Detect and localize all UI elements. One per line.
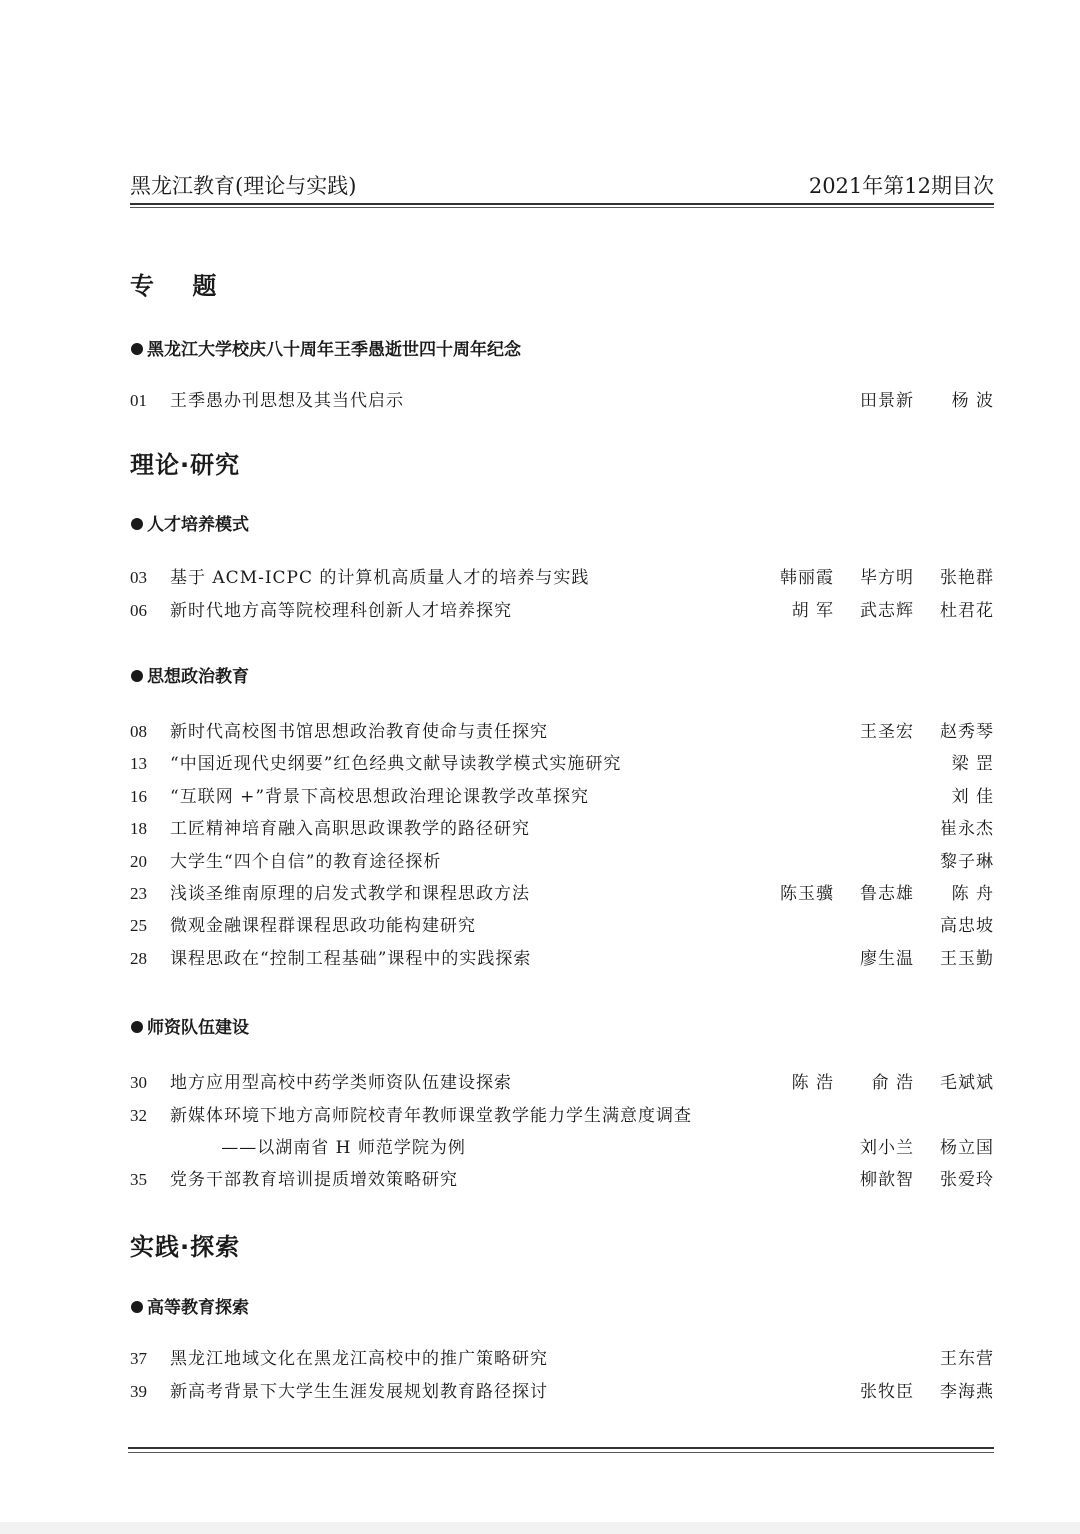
- author: 李海燕: [940, 1382, 994, 1402]
- toc-entry[interactable]: [130, 564, 994, 592]
- toc-entry[interactable]: [130, 1345, 994, 1373]
- author: 陈玉骥: [780, 884, 834, 904]
- article-title: 党务干部教育培训提质增效策略研究: [170, 1170, 458, 1190]
- author: 陈 浩: [791, 1073, 834, 1093]
- article-title: 新时代高校图书馆思想政治教育使命与责任探究: [170, 722, 548, 742]
- author: 张牧臣: [860, 1382, 914, 1402]
- author: 高忠坡: [940, 916, 994, 936]
- bullet-icon: [131, 518, 143, 530]
- author: 俞 浩: [871, 1073, 914, 1093]
- page-edge: [0, 1522, 1080, 1534]
- bullet-icon: [131, 1021, 143, 1033]
- author: 赵秀琴: [940, 722, 994, 742]
- page-number: 32: [130, 1106, 147, 1125]
- toc-entry[interactable]: [130, 750, 994, 778]
- toc-entry[interactable]: [130, 912, 994, 940]
- toc-entry[interactable]: [130, 597, 994, 625]
- toc-entry[interactable]: [130, 1102, 994, 1130]
- author: 王圣宏: [860, 722, 914, 742]
- subsection-heading: [131, 1013, 249, 1038]
- author: 杜君花: [940, 601, 994, 621]
- subsection-title: 高等教育探索: [147, 1298, 249, 1318]
- author: 王东营: [940, 1349, 994, 1369]
- footer-rule-thin: [128, 1452, 994, 1453]
- bullet-icon: [131, 1301, 143, 1313]
- subsection-title: 师资队伍建设: [147, 1018, 249, 1038]
- header-rule-thin: [130, 207, 994, 208]
- toc-entry[interactable]: [130, 1378, 994, 1406]
- author: 张爱玲: [940, 1170, 994, 1190]
- article-title: 黑龙江地域文化在黑龙江高校中的推广策略研究: [170, 1349, 548, 1369]
- subsection-title: 人才培养模式: [147, 515, 249, 535]
- article-title: 浅谈圣维南原理的启发式教学和课程思政方法: [170, 884, 530, 904]
- author: 柳歆智: [860, 1170, 914, 1190]
- author: 韩丽霞: [780, 568, 834, 588]
- author: 毛斌斌: [940, 1073, 994, 1093]
- page-number: 35: [130, 1170, 147, 1189]
- toc-entry[interactable]: [130, 880, 994, 908]
- page-number: 25: [130, 916, 147, 935]
- bullet-icon: [131, 670, 143, 682]
- article-title: 课程思政在“控制工程基础”课程中的实践探索: [170, 949, 532, 969]
- author: 刘小兰: [860, 1138, 914, 1158]
- page-number: 39: [130, 1382, 147, 1401]
- author: 杨立国: [940, 1138, 994, 1158]
- toc-entry[interactable]: [130, 1166, 994, 1194]
- header-rule: [130, 203, 994, 205]
- page-number: 03: [130, 568, 147, 587]
- section-heading: 专 题: [130, 272, 218, 300]
- author: 黎子琳: [940, 852, 994, 872]
- subsection-title: 思想政治教育: [147, 667, 249, 687]
- page-number: 16: [130, 787, 147, 806]
- toc-entry[interactable]: [130, 945, 994, 973]
- article-title: 工匠精神培育融入高职思政课教学的路径研究: [170, 819, 530, 839]
- page-number: 20: [130, 852, 147, 871]
- toc-entry[interactable]: [130, 815, 994, 843]
- page-number: 28: [130, 949, 147, 968]
- issue-title: 2021年第12期目次: [808, 174, 994, 198]
- section-heading: 理论·研究: [130, 451, 241, 479]
- author: 梁 罡: [951, 754, 994, 774]
- page-number: 06: [130, 601, 147, 620]
- page-number: 08: [130, 722, 147, 741]
- article-title: “中国近现代史纲要”红色经典文献导读教学模式实施研究: [170, 754, 622, 774]
- author: 杨 波: [951, 391, 994, 411]
- footer-rule: [128, 1447, 994, 1449]
- author: 王玉勤: [940, 949, 994, 969]
- subsection-heading: [131, 510, 249, 535]
- author: 廖生温: [860, 949, 914, 969]
- toc-entry[interactable]: [130, 783, 994, 811]
- toc-entry[interactable]: [130, 1069, 994, 1097]
- journal-title: 黑龙江教育(理论与实践): [130, 174, 357, 198]
- subsection-heading: [131, 1293, 249, 1318]
- page-number: 23: [130, 884, 147, 903]
- author: 武志辉: [860, 601, 914, 621]
- section-heading: 实践·探索: [130, 1233, 241, 1261]
- toc-entry[interactable]: [130, 848, 994, 876]
- toc-entry[interactable]: [130, 718, 994, 746]
- page-number: 18: [130, 819, 147, 838]
- article-title: 新时代地方高等院校理科创新人才培养探究: [170, 601, 512, 621]
- author: 鲁志雄: [860, 884, 914, 904]
- article-title: 微观金融课程群课程思政功能构建研究: [170, 916, 476, 936]
- bullet-icon: [131, 343, 143, 355]
- subsection-heading: [131, 662, 249, 687]
- article-title: 新高考背景下大学生生涯发展规划教育路径探讨: [170, 1382, 548, 1402]
- author: 毕方明: [860, 568, 914, 588]
- author: 胡 军: [791, 601, 834, 621]
- toc-entry[interactable]: [130, 387, 994, 415]
- article-title: “互联网 +”背景下高校思想政治理论课教学改革探究: [170, 787, 590, 807]
- page-number: 37: [130, 1349, 147, 1368]
- subsection-heading: [131, 335, 521, 360]
- page-number: 13: [130, 754, 147, 773]
- author: 张艳群: [940, 568, 994, 588]
- author: 刘 佳: [951, 787, 994, 807]
- article-title: 基于 ACM-ICPC 的计算机高质量人才的培养与实践: [170, 568, 590, 588]
- page-number: 01: [130, 391, 147, 410]
- article-title: 王季愚办刊思想及其当代启示: [170, 391, 404, 411]
- author: 田景新: [860, 391, 914, 411]
- subsection-title: 黑龙江大学校庆八十周年王季愚逝世四十周年纪念: [147, 340, 521, 360]
- toc-entry-subtitle[interactable]: [130, 1134, 994, 1162]
- author: 陈 舟: [951, 884, 994, 904]
- author: 崔永杰: [940, 819, 994, 839]
- article-title: 大学生“四个自信”的教育途径探析: [170, 852, 442, 872]
- article-title: 新媒体环境下地方高师院校青年教师课堂教学能力学生满意度调查: [170, 1106, 692, 1126]
- article-subtitle: ——以湖南省 H 师范学院为例: [170, 1138, 466, 1158]
- article-title: 地方应用型高校中药学类师资队伍建设探索: [170, 1073, 512, 1093]
- page-number: 30: [130, 1073, 147, 1092]
